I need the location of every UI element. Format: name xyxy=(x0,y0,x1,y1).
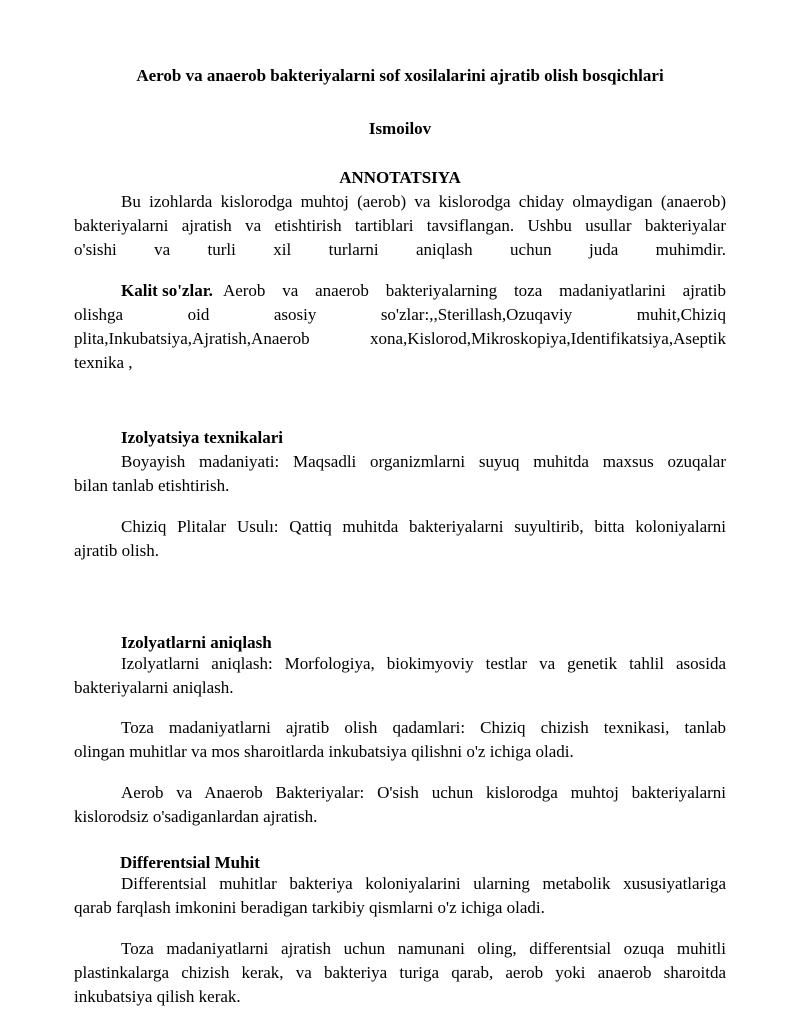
author-name: Ismoilov xyxy=(368,119,432,138)
annotation-line-1: Bu izohlarda kislorodga muhtoj (aerob) va kislorodga chiday olmaydigan (anaerob) xyxy=(121,192,726,211)
section3-p2-line-1: Toza madaniyatlarni ajratish uchun namunani oling, differentsial ozuqa muhitli xyxy=(121,939,726,958)
keywords-line-1 xyxy=(74,279,726,303)
section2-p3-line-1: Aerob va Anaerob Bakteriyalar: O'sish uchun kislorodga muhtoj bakteriyalarni xyxy=(121,783,726,802)
section2-p2-line-1: Toza madaniyatlarni ajratib olish qadamlari: Chiziq chizish texnikasi, tanlab xyxy=(121,718,726,737)
section3-p2-line-3: inkubatsiya qilish kerak. xyxy=(74,987,241,1006)
section-heading-differential-medium: Differentsial Muhit xyxy=(120,853,260,872)
section2-p3-line-2: kislorodsiz o'sadiganlardan ajratish. xyxy=(74,807,318,826)
section-heading-isolation: Izolyatsiya texnikalari xyxy=(121,428,283,447)
keywords-line-2: olishga oid asosiy so'zlar:,,Sterillash,Ozuqaviy muhit,Chiziq xyxy=(74,305,726,324)
section2-p1-line-2: bakteriyalarni aniqlash. xyxy=(74,678,234,697)
section3-p1-line-1: Differentsial muhitlar bakteriya koloniyalarini ularning metabolik xususiyatlariga xyxy=(121,874,726,893)
annotation-line-2: bakteriyalarni ajratish va etishtirish tartiblari tavsiflangan. Ushbu usullar bakteriyalar xyxy=(74,216,726,235)
section1-p2-line-1: Chiziq Plitalar Usulı: Qattiq muhitda bakteriyalarni suyultirib, bitta koloniyalarni xyxy=(121,517,726,536)
section-heading-identification: Izolyatlarni aniqlash xyxy=(121,633,272,652)
section3-p1-line-2: qarab farqlash imkonini beradigan tarkibiy qismlarni o'z ichiga oladi. xyxy=(74,898,545,917)
document-title: Aerob va anaerob bakteriyalarni sof xosilalarini ajratib olish bosqichlari xyxy=(136,66,664,85)
annotation-heading: ANNOTATSIYA xyxy=(339,168,461,187)
keywords-label: Kalit so'zlar. xyxy=(121,281,213,300)
section1-p1-line-1: Boyayish madaniyati: Maqsadli organizmlarni suyuq muhitda maxsus ozuqalar xyxy=(121,452,726,471)
section2-p1-line-1: Izolyatlarni aniqlash: Morfologiya, biokimyoviy testlar va genetik tahlil asosida xyxy=(121,654,726,673)
section1-p2-line-2: ajratib olish. xyxy=(74,541,159,560)
keywords-text-1: Aerob va anaerob bakteriyalarning toza madaniyatlarini ajratib xyxy=(222,281,726,300)
section3-p2-line-2: plastinkalarga chizish kerak, va bakteriya turiga qarab, aerob yoki anaerob sharoitda xyxy=(74,963,726,982)
annotation-line-3: o'sishi va turli xil turlarni aniqlash uchun juda muhimdir. xyxy=(74,240,726,259)
keywords-line-4: texnika , xyxy=(74,353,133,372)
keywords-line-3: plita,Inkubatsiya,Ajratish,Anaerob xona,Kislorod,Mikroskopiya,Identifikatsiya,Aseptik xyxy=(74,329,726,348)
section1-p1-line-2: bilan tanlab etishtirish. xyxy=(74,476,230,495)
section2-p2-line-2: olingan muhitlar va mos sharoitlarda inkubatsiya qilishni o'z ichiga oladi. xyxy=(74,742,574,761)
